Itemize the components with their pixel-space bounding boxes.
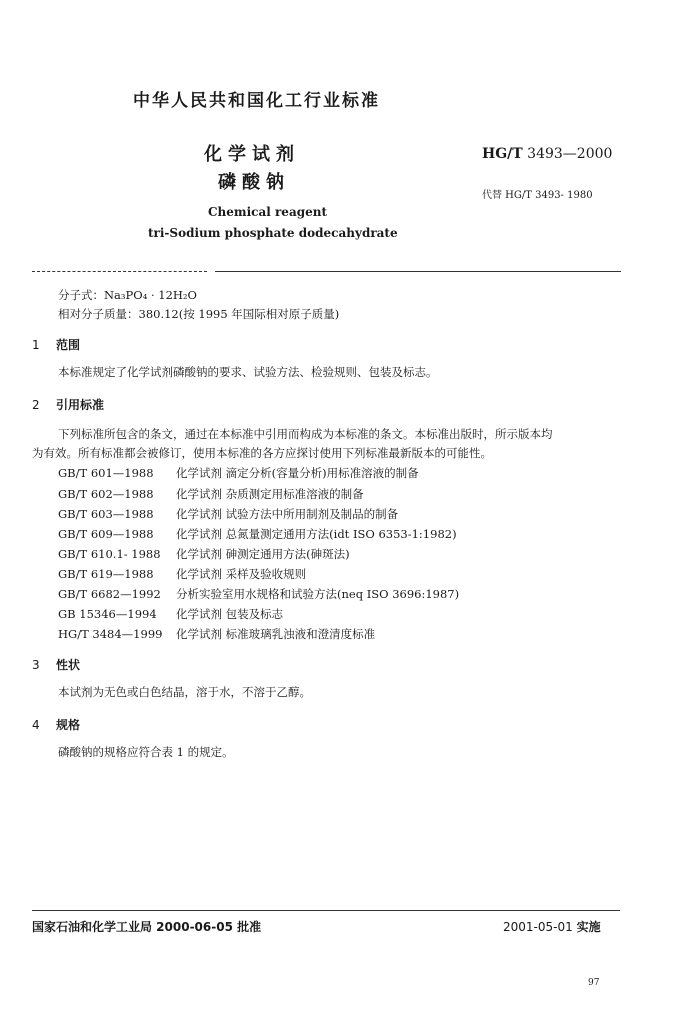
document-title: 化学试剂 — [204, 144, 300, 165]
references-paragraph-line2: 为有效。所有标准都会被修订，使用本标准的各方应探讨使用下列标准最新版本的可能性。 — [32, 446, 492, 460]
reference-item — [58, 465, 419, 481]
standard-code — [482, 146, 612, 162]
replaces-note: 代替 HG/T 3493- 1980 — [482, 190, 593, 201]
reference-title: 化学试剂 标准玻璃乳浊液和澄清度标准 — [176, 627, 376, 641]
header-divider-dashed — [32, 271, 207, 273]
effective-label: 实施 — [576, 920, 601, 934]
reference-title: 化学试剂 滴定分析(容量分析)用标准溶液的制备 — [176, 466, 419, 480]
section-number: 3 — [32, 658, 40, 672]
section-number: 1 — [32, 338, 40, 352]
standard-code-label: HG/T — [482, 146, 523, 162]
reference-title: 化学试剂 杂质测定用标准溶液的制备 — [176, 487, 364, 501]
reference-title: 化学试剂 砷测定通用方法(砷斑法) — [176, 547, 350, 561]
reference-title: 分析实验室用水规格和试验方法(neq ISO 3696:1987) — [176, 587, 460, 601]
reference-item — [58, 586, 459, 602]
document-subtitle: 磷酸钠 — [218, 172, 290, 193]
reference-code: GB/T 6682—1992 — [58, 587, 161, 601]
reference-code: HG/T 3484—1999 — [58, 627, 163, 641]
reference-code: GB/T 619—1988 — [58, 567, 154, 581]
reference-title: 化学试剂 包装及标志 — [176, 607, 284, 621]
standard-code-number: 3493—2000 — [527, 146, 613, 162]
molecular-weight: 相对分子质量：380.12(按 1995 年国际相对原子质量) — [58, 307, 340, 321]
reference-code: GB/T 609—1988 — [58, 527, 154, 541]
reference-code: GB 15346—1994 — [58, 607, 157, 621]
section-title: 范围 — [56, 338, 81, 352]
reference-title: 化学试剂 总氮量测定通用方法(idt ISO 6353-1:1982) — [176, 527, 457, 541]
section-number: 4 — [32, 718, 40, 732]
page-number: 97 — [588, 978, 600, 988]
section-title: 规格 — [56, 718, 81, 732]
header-divider — [215, 271, 621, 272]
section-number: 2 — [32, 398, 40, 412]
reference-title: 化学试剂 试验方法中所用制剂及制品的制备 — [176, 507, 399, 521]
reference-item — [58, 526, 457, 542]
reference-item — [58, 486, 364, 502]
english-title-line1: Chemical reagent — [208, 205, 328, 219]
standard-title: 中华人民共和国化工行业标准 — [133, 91, 380, 111]
effective-date: 2001-05-01 — [503, 920, 573, 934]
reference-code: GB/T 602—1988 — [58, 487, 154, 501]
section-heading-references — [32, 396, 104, 413]
section-title: 引用标准 — [56, 398, 105, 412]
reference-item — [58, 546, 350, 562]
specifications-paragraph: 磷酸钠的规格应符合表 1 的规定。 — [58, 745, 234, 759]
reference-code: GB/T 603—1988 — [58, 507, 154, 521]
effective-info — [503, 918, 601, 935]
reference-item — [58, 506, 398, 522]
references-paragraph-line1: 下列标准所包含的条文，通过在本标准中引用而构成为本标准的条文。本标准出版时，所示版本均 — [58, 427, 553, 441]
section-heading-properties — [32, 656, 80, 673]
section-title: 性状 — [56, 658, 81, 672]
reference-item — [58, 626, 375, 642]
reference-code: GB/T 610.1- 1988 — [58, 547, 161, 561]
approval-info: 国家石油和化学工业局 2000-06-05 批准 — [32, 920, 262, 934]
scope-paragraph: 本标准规定了化学试剂磷酸钠的要求、试验方法、检验规则、包装及标志。 — [58, 365, 438, 379]
english-title-line2: tri-Sodium phosphate dodecahydrate — [148, 226, 398, 240]
reference-code: GB/T 601—1988 — [58, 466, 154, 480]
section-heading-specifications — [32, 716, 80, 733]
properties-paragraph: 本试剂为无色或白色结晶，溶于水，不溶于乙醇。 — [58, 685, 311, 699]
reference-item — [58, 566, 306, 582]
footer-divider — [32, 910, 620, 911]
reference-title: 化学试剂 采样及验收规则 — [176, 567, 307, 581]
reference-item — [58, 606, 283, 622]
section-heading-scope — [32, 336, 80, 353]
molecular-formula: 分子式：Na₃PO₄ · 12H₂O — [58, 288, 197, 302]
